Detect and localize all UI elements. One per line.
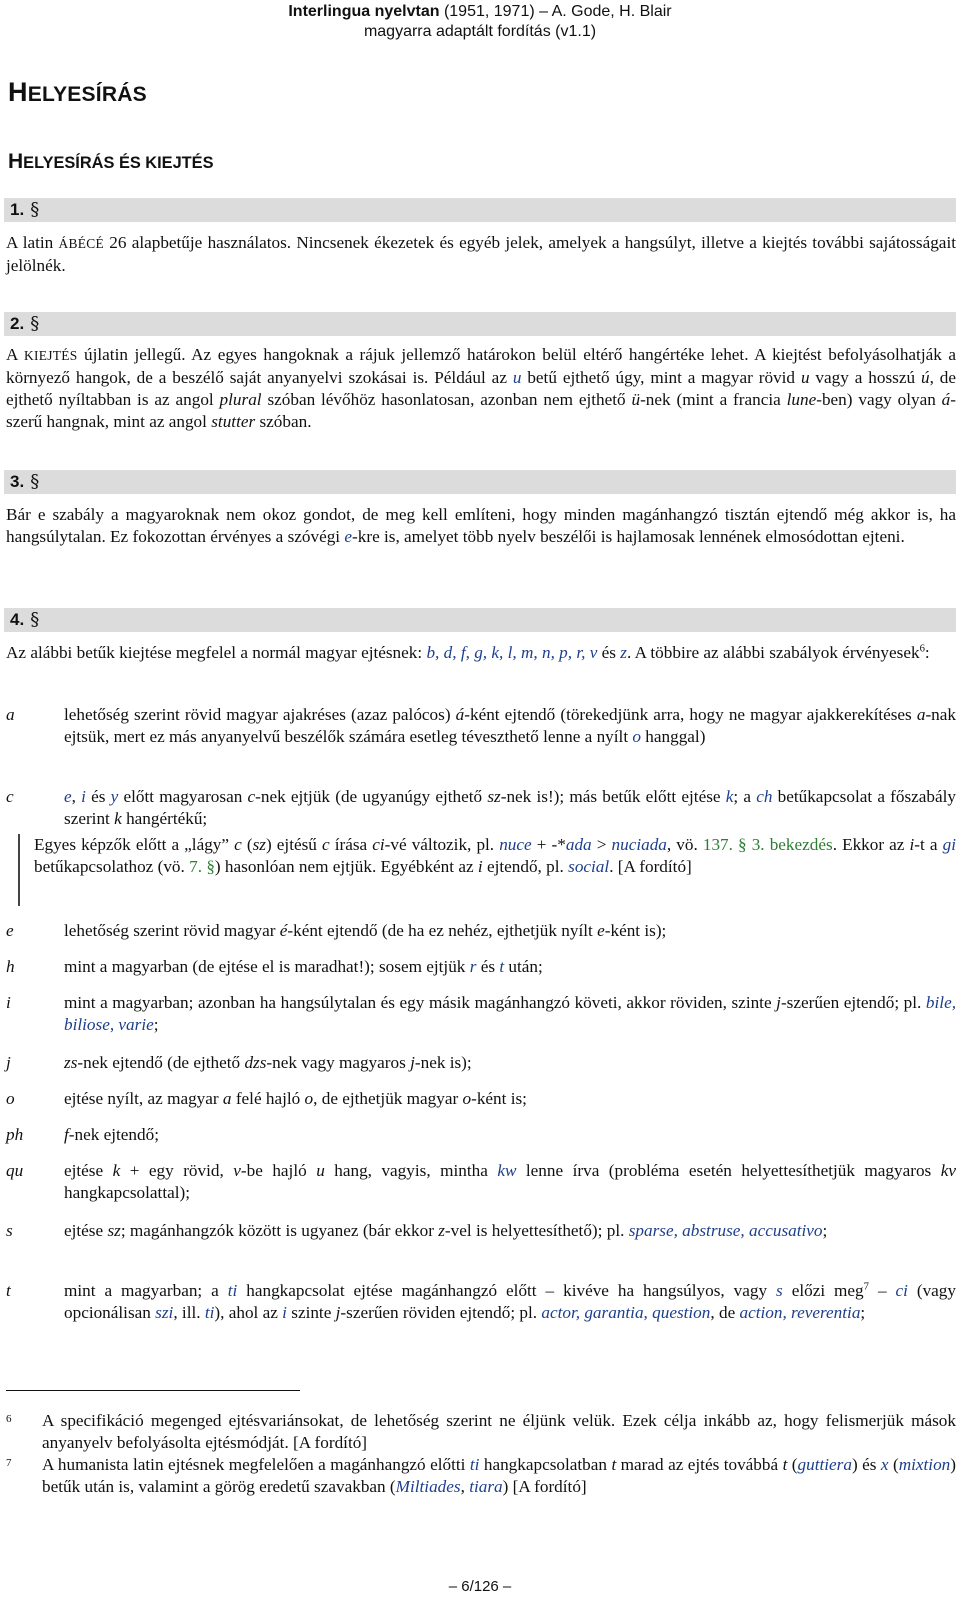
header-title: Interlingua nyelvtan (1951, 1971) – A. Gode, H. Blair	[288, 3, 672, 20]
rule-o: o ejtése nyílt, az magyar a felé hajló o, de ejthetjük magyar o-ként is;	[6, 1089, 527, 1108]
rule-letter: o	[6, 1089, 15, 1108]
paragraph-2: A KIEJTÉS újlatin jellegű. Az egyes hangoknak a rájuk jellemző határokon belül eltérő hangértéke lehet. A kiejtést befolyásolhatják a környező hangok, de a beszélő saját anyanyelvi szokásai is. Például az u betű ejthető úgy, mint a magyar rövid u vagy a hosszú ú, de ejthető nyíltabban is az angol plural szóban lévőhöz hasonlatosan, azonban nem ejthető ü-nek (mint a francia lune-ben) vagy olyan á-szerű hangnak, mint az angol stutter szóban.	[6, 345, 956, 431]
rule-ph: ph f-nek ejtendő;	[6, 1125, 159, 1144]
rule-t: t mint a magyarban; a ti hangkapcsolat ejtése magánhangzó előtt – kivéve ha hangsúlyos, vagy s előzi meg$^7$ – ci (vagy opcionálisan szi, ill. ti), ahol az i szinte j-szerűen röviden ejtendő; pl. actor, garantia, question, de action, reverentia;	[6, 1281, 956, 1322]
rule-j: j zs-nek ejtendő (de ejthető dzs-nek vagy magyaros j-nek is);	[6, 1053, 472, 1072]
cross-reference-link[interactable]: 137. § 3. bekezdés	[702, 835, 833, 854]
rule-a: a lehetőség szerint rövid magyar ajakréses (azaz palócos) á-ként ejtendő (törekedjünk arra, hogy ne magyar ajakkerekítéses a-nak ejtsük, mert ez más anyanyelvű beszélők számára esetleg téveszthető lenne a nyílt o hanggal)	[6, 705, 956, 746]
rule-qu: qu ejtése k + egy rövid, v-be hajló u hang, vagyis, mintha kw lenne írva (probléma esetén helyettesíthetjük magyaros kv hangkapcsolattal);	[6, 1161, 956, 1202]
rule-letter: h	[6, 957, 15, 976]
footnote-ref-7: 7	[863, 1281, 869, 1293]
footnote-6: 6 A specifikáció megenged ejtésvariánsokat, de lehetőség szerint ne éljünk velük. Ezek célja inkább az, hogy felismerjük mások anyanyelv befolyásolta ejtésmódját. [A fordító]	[6, 1411, 956, 1452]
translator-note: Egyes képzők előtt a „lágy” c (sz) ejtésű c írása ci-vé változik, pl. nuce + -*ada > nuciada, vö. 137. § 3. bekezdés. Ekkor az i-t a gi betűkapcsolathoz (vö. 7. §) hasonlóan nem ejtjük. Egyébként az i ejtendő, pl. social. [A fordító]	[18, 834, 956, 906]
paragraph-3: Bár e szabály a magyaroknak nem okoz gondot, de meg kell említeni, hogy minden magánhangzó tisztán ejtendő még akkor is, ha hangsúlytalan. Ez fokozottan érvényes a szóvégi e-kre is, amelyet több nyelv beszélői is hajlamosak lennének elmosódottan ejteni.	[6, 505, 956, 546]
paragraph-number-1: 1. §	[4, 198, 956, 222]
rule-letter: i	[6, 993, 11, 1012]
paragraph-1: A latin ÁBÉCÉ 26 alapbetűje használatos. Nincsenek ékezetek és egyéb jelek, amelyek a hangsúlyt, illetve a kiejtés további sajátosságait jelölnék.	[6, 233, 956, 275]
footnote-ref-6: 6	[919, 643, 925, 655]
rule-c: c e, i és y előtt magyarosan c-nek ejtjük (de ugyanúgy ejthető sz-nek is!); más betűk előtt ejtése k; a ch betűkapcsolat a főszabály szerint k hangértékű;	[6, 787, 957, 828]
header-subtitle: magyarra adaptált fordítás (v1.1)	[363, 23, 597, 40]
page-number: – 6/126 –	[448, 1578, 512, 1595]
paragraph-4: Az alábbi betűk kiejtése megfelel a normál magyar ejtésnek: b, d, f, g, k, l, m, n, p, r, v és z. A többire az alábbi szabályok érvényesek$^6$:	[6, 643, 930, 662]
footnote-separator	[6, 1390, 300, 1391]
rule-letter: t	[6, 1281, 11, 1300]
rule-letter: ph	[6, 1125, 24, 1144]
rule-i: i mint a magyarban; azonban ha hangsúlytalan és egy másik magánhangzó követi, akkor röviden, szinte j-szerűen ejtendő; pl. bile, biliose, varie;	[6, 993, 956, 1034]
running-header	[0, 2, 960, 42]
rule-letter: qu	[6, 1161, 24, 1180]
rule-letter: a	[6, 705, 15, 724]
footnote-7: 7 A humanista latin ejtésnek megfelelően a magánhangzó előtti ti hangkapcsolatban t marad az ejtés továbbá t (guttiera) és x (mixtion) betűk után is, valamint a görög eredetű szavakban (Miltiades, tiara) [A fordító]	[6, 1455, 956, 1496]
rule-letter: e	[6, 921, 14, 940]
rule-letter: s	[6, 1221, 13, 1240]
chapter-title: HELYESÍRÁS	[8, 77, 147, 107]
paragraph-number-3: 3. §	[4, 470, 956, 494]
rule-letter: j	[6, 1053, 11, 1072]
cross-reference-link[interactable]: 7. §	[189, 857, 215, 876]
paragraph-number-4: 4. §	[4, 608, 956, 632]
paragraph-number-2: 2. §	[4, 312, 956, 336]
rule-e: e lehetőség szerint rövid magyar é-ként ejtendő (de ha ez nehéz, ejthetjük nyílt e-ként is);	[6, 921, 667, 940]
section-title: HELYESÍRÁS ÉS KIEJTÉS	[8, 150, 214, 173]
rule-s: s ejtése sz; magánhangzók között is ugyanez (bár ekkor z-vel is helyettesíthető); pl. sparse, abstruse, accusativo;	[6, 1221, 828, 1240]
rule-letter: c	[6, 787, 14, 806]
rule-h: h mint a magyarban (de ejtése el is maradhat!); sosem ejtjük r és t után;	[6, 957, 543, 976]
